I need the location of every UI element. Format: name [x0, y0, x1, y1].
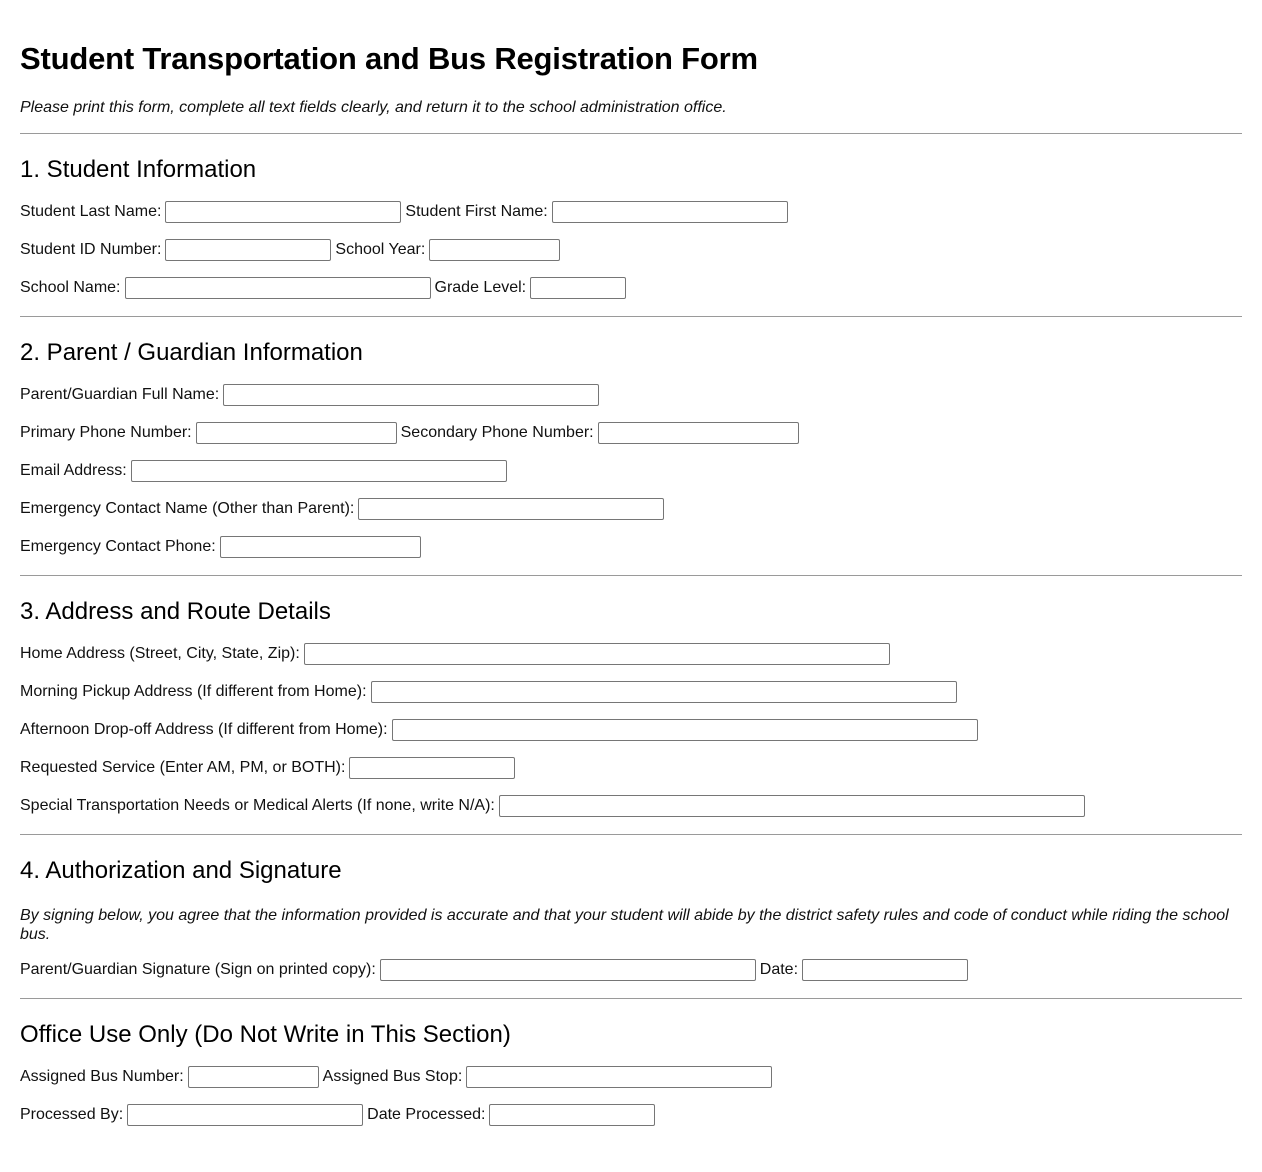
email-input[interactable] [131, 460, 507, 482]
grade-level-input[interactable] [530, 277, 626, 299]
school-row [20, 276, 1242, 300]
school-year-input[interactable] [429, 239, 560, 261]
student-name-row [20, 200, 1242, 224]
secondary-phone-label: Secondary Phone Number: [400, 424, 594, 441]
assigned-bus-number-input[interactable] [188, 1066, 319, 1088]
parent-full-name-label: Parent/Guardian Full Name: [20, 386, 220, 403]
special-needs-label: Special Transportation Needs or Medical Alerts (If none, write N/A): [20, 797, 495, 814]
parent-name-row [20, 383, 1242, 407]
home-address-input[interactable] [304, 643, 890, 665]
student-id-row [20, 238, 1242, 262]
special-needs-row [20, 794, 1242, 818]
email-row [20, 459, 1242, 483]
section-heading-office: Office Use Only (Do Not Write in This Section) [20, 1021, 511, 1048]
phone-row [20, 421, 1242, 445]
student-first-name-label: Student First Name: [405, 203, 548, 220]
parent-full-name-input[interactable] [223, 384, 599, 406]
requested-service-input[interactable] [349, 757, 515, 779]
email-label: Email Address: [20, 462, 127, 479]
date-processed-input[interactable] [489, 1104, 655, 1126]
requested-service-label: Requested Service (Enter AM, PM, or BOTH): [20, 759, 346, 776]
signature-label: Parent/Guardian Signature (Sign on printed copy): [20, 961, 376, 978]
grade-level-label: Grade Level: [434, 279, 527, 296]
morning-pickup-row [20, 680, 1242, 704]
processed-by-input[interactable] [127, 1104, 363, 1126]
school-name-input[interactable] [125, 277, 431, 299]
school-year-label: School Year: [335, 241, 426, 258]
date-processed-label: Date Processed: [367, 1106, 486, 1123]
section-divider [20, 998, 1242, 999]
morning-pickup-label: Morning Pickup Address (If different from Home): [20, 683, 367, 700]
student-last-name-input[interactable] [165, 201, 401, 223]
secondary-phone-input[interactable] [598, 422, 799, 444]
signature-date-input[interactable] [802, 959, 968, 981]
primary-phone-label: Primary Phone Number: [20, 424, 192, 441]
student-id-input[interactable] [165, 239, 331, 261]
assigned-bus-stop-label: Assigned Bus Stop: [322, 1068, 463, 1085]
section-divider [20, 834, 1242, 835]
special-needs-input[interactable] [499, 795, 1085, 817]
student-last-name-label: Student Last Name: [20, 203, 162, 220]
student-id-label: Student ID Number: [20, 241, 162, 258]
section-heading-address: 3. Address and Route Details [20, 598, 331, 625]
assigned-bus-number-label: Assigned Bus Number: [20, 1068, 184, 1085]
home-address-row [20, 642, 1242, 666]
assigned-bus-stop-input[interactable] [466, 1066, 772, 1088]
emergency-contact-phone-input[interactable] [220, 536, 421, 558]
section-divider [20, 575, 1242, 576]
authorization-agreement-text: By signing below, you agree that the information provided is accurate and that your student will abide by the district safety rules and code of conduct while riding the school bus. [20, 907, 1229, 943]
form-title: Student Transportation and Bus Registration Form [20, 41, 758, 76]
afternoon-dropoff-input[interactable] [392, 719, 978, 741]
school-name-label: School Name: [20, 279, 121, 296]
emergency-contact-name-input[interactable] [358, 498, 664, 520]
section-heading-student: 1. Student Information [20, 156, 257, 183]
requested-service-row [20, 756, 1242, 780]
afternoon-dropoff-label: Afternoon Drop-off Address (If different from Home): [20, 721, 388, 738]
signature-input[interactable] [380, 959, 756, 981]
home-address-label: Home Address (Street, City, State, Zip): [20, 645, 300, 662]
emergency-contact-phone-label: Emergency Contact Phone: [20, 538, 216, 555]
processed-by-label: Processed By: [20, 1106, 124, 1123]
bus-assignment-row [20, 1065, 1242, 1089]
emergency-contact-name-label: Emergency Contact Name (Other than Parent): [20, 500, 355, 517]
section-heading-authorization: 4. Authorization and Signature [20, 857, 342, 884]
morning-pickup-input[interactable] [371, 681, 957, 703]
primary-phone-input[interactable] [196, 422, 397, 444]
processing-row [20, 1103, 1242, 1127]
signature-row [20, 958, 1242, 982]
section-heading-parent: 2. Parent / Guardian Information [20, 339, 363, 366]
section-divider [20, 316, 1242, 317]
form-instructions: Please print this form, complete all text fields clearly, and return it to the school administration office. [20, 99, 727, 116]
student-first-name-input[interactable] [552, 201, 788, 223]
section-divider [20, 133, 1242, 134]
signature-date-label: Date: [759, 961, 799, 978]
emergency-phone-row [20, 535, 1242, 559]
emergency-name-row [20, 497, 1242, 521]
afternoon-dropoff-row [20, 718, 1242, 742]
